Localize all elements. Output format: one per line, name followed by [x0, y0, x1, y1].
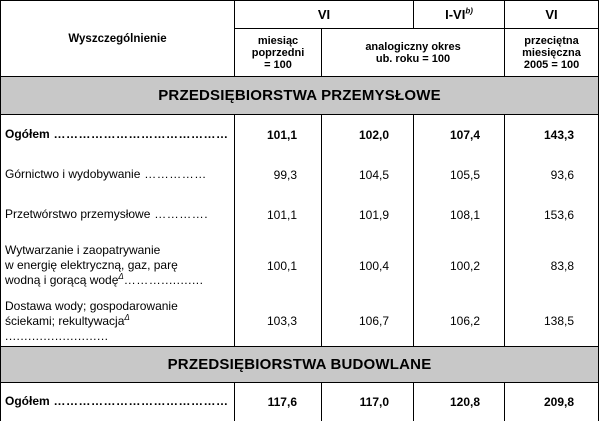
table-row	[1, 383, 599, 421]
header-row-label: Wyszczególnienie	[1, 1, 235, 77]
cell-ivi: 105,5	[414, 155, 505, 195]
header-col-vi2: VI	[505, 1, 599, 29]
cell-prev-year: 104,5	[322, 155, 414, 195]
cell-prev-month: 103,3	[235, 297, 322, 347]
cell-prev-year: 102,0	[322, 115, 414, 155]
table-row	[1, 235, 599, 297]
cell-prev-month: 117,6	[235, 383, 322, 421]
cell-ivi: 106,2	[414, 297, 505, 347]
cell-prev-year: 100,4	[322, 235, 414, 297]
cell-avg-2005: 143,3	[505, 115, 599, 155]
section-title-construction: PRZEDSIĘBIORSTWA BUDOWLANE	[1, 347, 599, 383]
cell-prev-year: 106,7	[322, 297, 414, 347]
header-prev-year: analogiczny okres ub. roku = 100	[322, 29, 505, 77]
cell-ivi: 120,8	[414, 383, 505, 421]
cell-prev-month: 99,3	[235, 155, 322, 195]
cell-ivi: 100,2	[414, 235, 505, 297]
header-prev-month: miesiąc poprzedni = 100	[235, 29, 322, 77]
cell-prev-year: 101,9	[322, 195, 414, 235]
row-label: Dostawa wody; gospodarowanie ściekami; rekultywacja$^\Delta$ ...........................	[1, 297, 235, 347]
section-title-industrial: PRZEDSIĘBIORSTWA PRZEMYSŁOWE	[1, 77, 599, 115]
header-avg-2005: przeciętna miesięczna 2005 = 100	[505, 29, 599, 77]
cell-ivi: 107,4	[414, 115, 505, 155]
row-label: Górnictwo i wydobywanie ……………	[1, 155, 235, 195]
table-row	[1, 155, 599, 195]
cell-avg-2005: 138,5	[505, 297, 599, 347]
cell-ivi: 108,1	[414, 195, 505, 235]
table-row	[1, 115, 599, 155]
cell-avg-2005: 83,8	[505, 235, 599, 297]
cell-prev-month: 100,1	[235, 235, 322, 297]
cell-prev-year: 117,0	[322, 383, 414, 421]
cell-avg-2005: 153,6	[505, 195, 599, 235]
cell-prev-month: 101,1	[235, 115, 322, 155]
header-col-vi: VI	[235, 1, 414, 29]
cell-avg-2005: 209,8	[505, 383, 599, 421]
cell-avg-2005: 93,6	[505, 155, 599, 195]
header-col-ivi: I-VI$^{b)}$	[414, 1, 505, 29]
row-label: Wytwarzanie i zaopatrywanie w energię elektryczną, gaz, parę wodną i gorącą wodę$^\Delta$………...........	[1, 235, 235, 297]
cell-prev-month: 101,1	[235, 195, 322, 235]
row-label: Ogółem ……………………………………	[1, 383, 235, 421]
row-label: Ogółem ……………………………………	[1, 115, 235, 155]
table-row	[1, 297, 599, 347]
table-row	[1, 195, 599, 235]
row-label: Przetwórstwo przemysłowe ………….	[1, 195, 235, 235]
